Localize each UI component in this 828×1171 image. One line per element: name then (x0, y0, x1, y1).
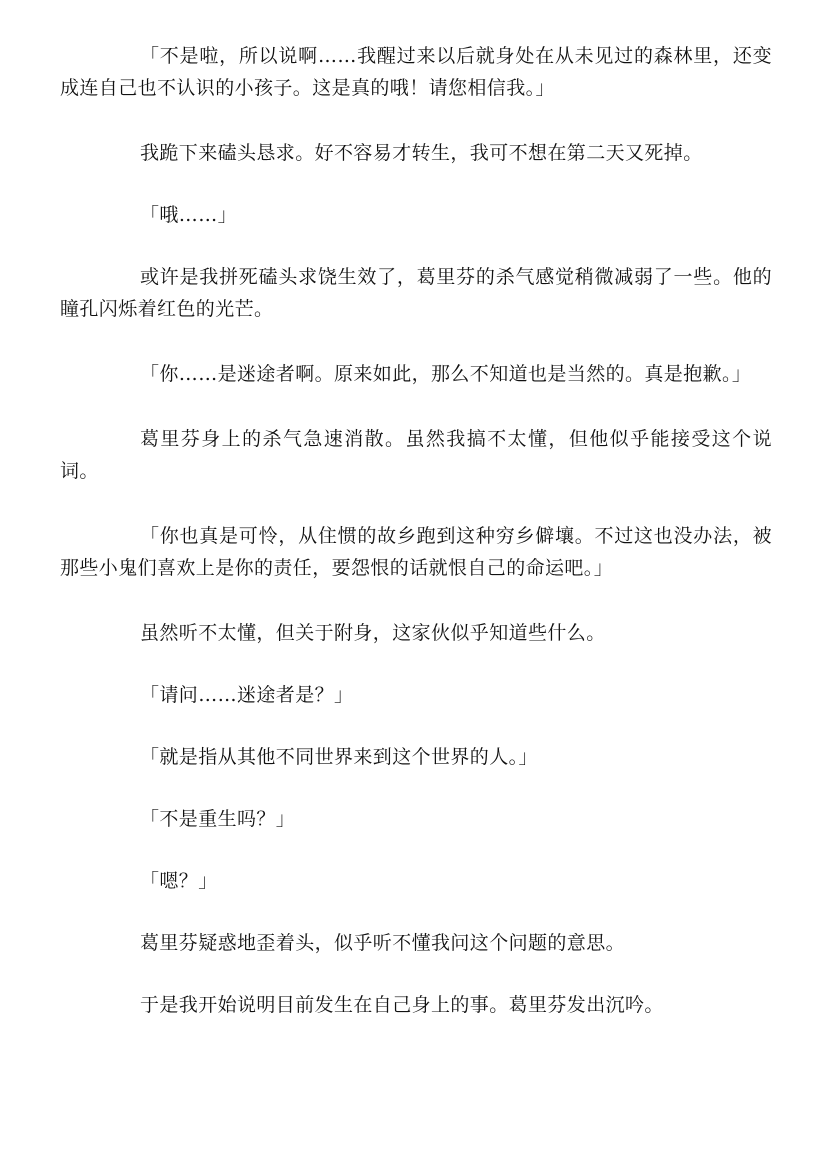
paragraph-11: 「不是重生吗？」 (140, 808, 296, 830)
paragraph-3: 「哦……」 (140, 204, 238, 226)
paragraph-9: 「请问……迷途者是？」 (140, 684, 354, 706)
document-page (60, 40, 772, 1021)
paragraph-6: 葛里芬身上的杀气急速消散。虽然我搞不太懂，但他似乎能接受这个说词。 (60, 428, 772, 482)
paragraph-1: 「不是啦，所以说啊……我醒过来以后就身处在从未见过的森林里，还变成连自己也不认识的小孩子。这是真的哦！请您相信我。」 (60, 45, 772, 99)
paragraph-10: 「就是指从其他不同世界来到这个世界的人。」 (140, 746, 538, 768)
paragraph-14: 于是我开始说明目前发生在自己身上的事。葛里芬发出沉吟。 (140, 994, 664, 1016)
paragraph-4: 或许是我拼死磕头求饶生效了，葛里芬的杀气感觉稍微减弱了一些。他的瞳孔闪烁着红色的光芒。 (60, 266, 772, 320)
paragraph-7: 「你也真是可怜，从住惯的故乡跑到这种穷乡僻壤。不过这也没办法，被那些小鬼们喜欢上是你的责任，要怨恨的话就恨自己的命运吧。」 (60, 525, 772, 579)
paragraph-13: 葛里芬疑惑地歪着头，似乎听不懂我问这个问题的意思。 (140, 932, 626, 954)
paragraph-2: 我跪下来磕头恳求。好不容易才转生，我可不想在第二天又死掉。 (140, 142, 703, 164)
paragraph-8: 虽然听不太懂，但关于附身，这家伙似乎知道些什么。 (140, 622, 606, 644)
paragraph-12: 「嗯？」 (140, 870, 218, 892)
paragraph-5: 「你……是迷途者啊。原来如此，那么不知道也是当然的。真是抱歉。」 (140, 363, 752, 385)
